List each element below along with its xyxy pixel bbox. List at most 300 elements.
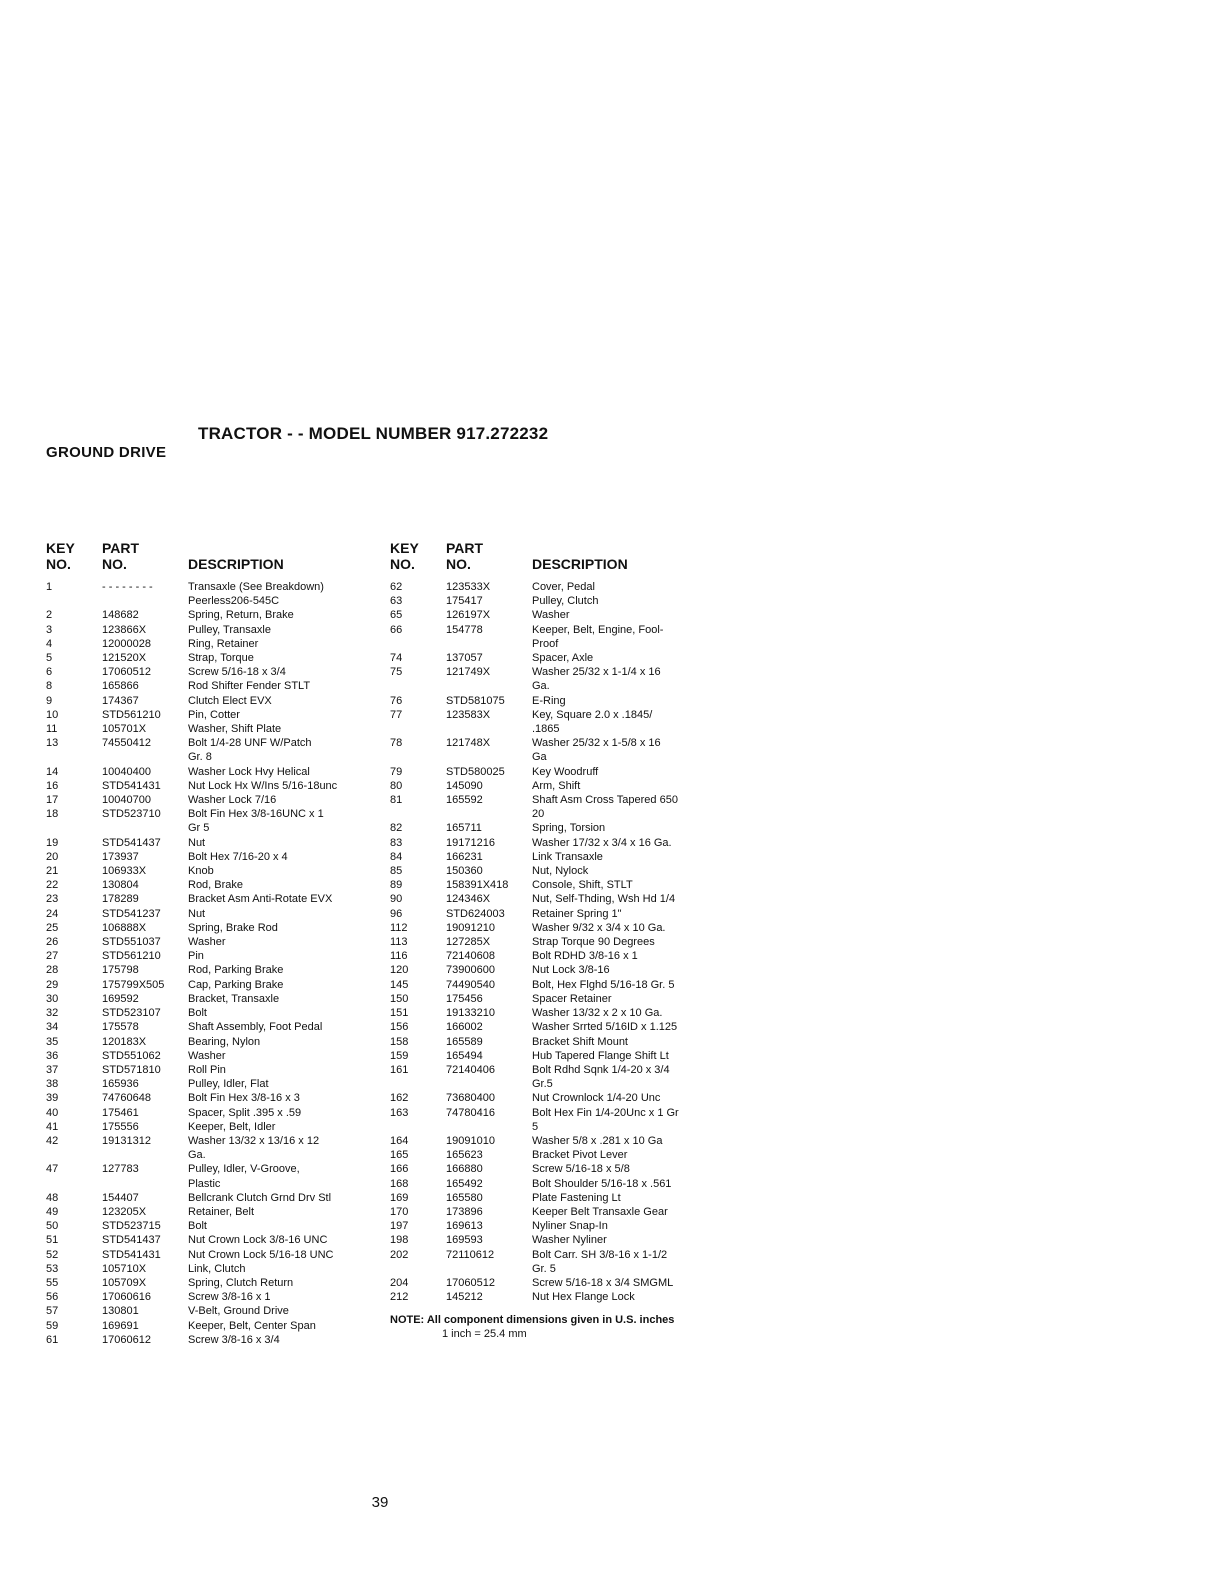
- part-number: 74780416: [446, 1106, 495, 1119]
- part-description: Spring, Clutch Return: [188, 1276, 294, 1289]
- key-number: 40: [46, 1106, 59, 1119]
- part-description: Bracket Shift Mount: [532, 1035, 628, 1048]
- table-row: [46, 1290, 386, 1304]
- table-row: [46, 1262, 386, 1276]
- part-description: Bearing, Nylon: [188, 1035, 261, 1048]
- part-number: 19171216: [446, 836, 495, 849]
- part-description: Bracket Asm Anti-Rotate EVX: [188, 893, 333, 906]
- part-number: 121749X: [446, 666, 491, 679]
- key-number: 166: [390, 1163, 409, 1176]
- part-description: Key, Square 2.0 x .1845/ .1865: [532, 708, 653, 736]
- table-header: [390, 540, 720, 580]
- parts-list: [46, 580, 386, 1347]
- key-number: 16: [46, 779, 59, 792]
- part-description: Screw 5/16-18 x 5/8: [532, 1163, 630, 1176]
- part-number: 12000028: [102, 637, 151, 650]
- key-number: 163: [390, 1106, 409, 1119]
- part-description: Bellcrank Clutch Grnd Drv Stl: [188, 1191, 332, 1204]
- parts-list: [390, 580, 720, 1304]
- key-number: 25: [46, 921, 59, 934]
- part-number: 74550412: [102, 737, 151, 750]
- key-number: 27: [46, 950, 59, 963]
- key-number: 212: [390, 1291, 409, 1304]
- part-number: STD551037: [102, 936, 161, 949]
- part-number: 74490540: [446, 978, 495, 991]
- table-row: [390, 1248, 720, 1276]
- part-description: Strap, Torque: [188, 652, 254, 665]
- part-description: Hub Tapered Flange Shift Lt: [532, 1049, 669, 1062]
- part-description: Spring, Torsion: [532, 822, 606, 835]
- table-row: [390, 992, 720, 1006]
- key-number: 26: [46, 936, 59, 949]
- table-row: [390, 935, 720, 949]
- part-description: Washer: [188, 1049, 226, 1062]
- key-number: 21: [46, 865, 59, 878]
- key-number: 4: [46, 637, 53, 650]
- key-number: 6: [46, 666, 53, 679]
- key-number: 50: [46, 1220, 59, 1233]
- part-description: Pulley, Idler, V-Groove, Plastic: [188, 1163, 300, 1190]
- part-number: 123533X: [446, 581, 491, 593]
- table-row: [46, 1020, 386, 1034]
- part-number: 17060616: [102, 1291, 151, 1304]
- part-number: 17060512: [102, 666, 151, 679]
- part-description: Link, Clutch: [188, 1262, 246, 1275]
- part-description: Nut Crown Lock 3/8-16 UNC: [188, 1234, 328, 1247]
- part-description: Rod, Parking Brake: [188, 964, 284, 977]
- part-description: Nut: [188, 907, 206, 920]
- key-number: 49: [46, 1205, 59, 1218]
- part-header-line1: PART: [446, 540, 484, 556]
- table-row: [46, 1248, 386, 1262]
- part-number: STD561210: [102, 950, 161, 963]
- part-description: Rod Shifter Fender STLT: [188, 680, 311, 693]
- part-description: Roll Pin: [188, 1063, 226, 1076]
- table-row: [46, 935, 386, 949]
- part-number: 126197X: [446, 609, 491, 622]
- part-header-line1: PART: [102, 540, 140, 556]
- key-number: 61: [46, 1333, 59, 1346]
- key-number: 79: [390, 765, 403, 778]
- part-number: 150360: [446, 865, 483, 878]
- table-row: [46, 1077, 386, 1091]
- part-number: 73680400: [446, 1092, 495, 1105]
- part-description: Link Transaxle: [532, 850, 603, 863]
- part-number: 127783: [102, 1163, 139, 1176]
- part-description: Pin: [188, 950, 204, 963]
- key-number: 169: [390, 1191, 409, 1204]
- key-number: 156: [390, 1021, 409, 1034]
- part-number: 158391X418: [446, 879, 509, 892]
- part-number: 166002: [446, 1021, 483, 1034]
- part-number: STD561210: [102, 708, 161, 721]
- dimension-note: [390, 1313, 674, 1341]
- table-row: [46, 580, 386, 608]
- table-row: [46, 736, 386, 764]
- part-description: Clutch Elect EVX: [188, 694, 272, 707]
- table-row: [390, 1148, 720, 1162]
- table-row: [46, 637, 386, 651]
- key-number: 18: [46, 808, 59, 821]
- key-number: 34: [46, 1021, 59, 1034]
- table-row: [390, 949, 720, 963]
- key-number: 89: [390, 879, 403, 892]
- key-number: 162: [390, 1092, 409, 1105]
- part-number: - - - - - - - -: [102, 581, 153, 593]
- part-number: 166231: [446, 850, 483, 863]
- part-number: STD541437: [102, 1234, 161, 1247]
- part-description: Plate Fastening Lt: [532, 1191, 621, 1204]
- part-number: 174367: [102, 694, 139, 707]
- part-description: Shaft Asm Cross Tapered 650 20: [532, 794, 678, 821]
- key-number: 3: [46, 623, 53, 636]
- table-row: [46, 1191, 386, 1205]
- table-row: [46, 1106, 386, 1120]
- part-description: Keeper, Belt, Idler: [188, 1120, 276, 1133]
- part-number: 165580: [446, 1191, 483, 1204]
- key-number: 170: [390, 1205, 409, 1218]
- part-description: E-Ring: [532, 694, 566, 707]
- part-number: STD571810: [102, 1063, 161, 1076]
- key-number: 38: [46, 1078, 59, 1091]
- part-number: 173937: [102, 850, 139, 863]
- key-number: 165: [390, 1149, 409, 1162]
- part-description: Washer, Shift Plate: [188, 723, 282, 736]
- key-number: 145: [390, 978, 409, 991]
- part-number: 121520X: [102, 652, 147, 665]
- table-row: [390, 836, 720, 850]
- part-description: Bolt Hex 7/16-20 x 4: [188, 850, 288, 863]
- part-number: STD581075: [446, 694, 505, 707]
- table-row: [390, 1134, 720, 1148]
- part-description: Washer Lock Hvy Helical: [188, 765, 310, 778]
- part-description: Washer 5/8 x .281 x 10 Ga: [532, 1134, 663, 1147]
- key-number: 57: [46, 1305, 59, 1318]
- key-number: 39: [46, 1092, 59, 1105]
- part-number: 130804: [102, 879, 139, 892]
- part-number: 169691: [102, 1319, 139, 1332]
- part-number: STD523710: [102, 808, 161, 821]
- table-row: [46, 793, 386, 807]
- table-row: [46, 1035, 386, 1049]
- part-description: Washer 25/32 x 1-1/4 x 16 Ga.: [532, 666, 661, 693]
- key-number: 74: [390, 652, 403, 665]
- key-number: 82: [390, 822, 403, 835]
- part-description: Spacer, Axle: [532, 652, 594, 665]
- part-description: Spacer Retainer: [532, 992, 612, 1005]
- part-number: STD523715: [102, 1220, 161, 1233]
- part-number: STD624003: [446, 907, 505, 920]
- key-number: 161: [390, 1063, 409, 1076]
- key-number: 90: [390, 893, 403, 906]
- part-number: 121748X: [446, 737, 491, 750]
- part-description: Bolt Carr. SH 3/8-16 x 1-1/2 Gr. 5: [532, 1248, 668, 1275]
- key-number: 13: [46, 737, 59, 750]
- part-description: Screw 3/8-16 x 3/4: [188, 1333, 280, 1346]
- table-row: [390, 1205, 720, 1219]
- table-row: [390, 892, 720, 906]
- part-number: 10040700: [102, 794, 151, 807]
- part-description: Washer Srrted 5/16ID x 1.125: [532, 1021, 678, 1034]
- table-row: [390, 1049, 720, 1063]
- part-description: Cover, Pedal: [532, 581, 595, 593]
- part-number: 17060612: [102, 1333, 151, 1346]
- part-description: Washer Nyliner: [532, 1234, 607, 1247]
- table-row: [46, 1063, 386, 1077]
- part-description: Retainer, Belt: [188, 1205, 255, 1218]
- part-description: Bolt 1/4-28 UNF W/Patch Gr. 8: [188, 737, 312, 764]
- part-description: Bolt Hex Fin 1/4-20Unc x 1 Gr 5: [532, 1106, 679, 1133]
- part-description: Bolt: [188, 1007, 207, 1020]
- part-number: 154778: [446, 623, 483, 636]
- table-row: [390, 793, 720, 821]
- part-description: Keeper, Belt, Center Span: [188, 1319, 316, 1332]
- table-row: [46, 722, 386, 736]
- table-row: [390, 821, 720, 835]
- table-row: [390, 651, 720, 665]
- table-row: [390, 1020, 720, 1034]
- part-description: Screw 5/16-18 x 3/4: [188, 666, 286, 679]
- table-row: [390, 850, 720, 864]
- table-row: [390, 1191, 720, 1205]
- table-row: [46, 1333, 386, 1347]
- table-row: [390, 580, 720, 594]
- key-number: 51: [46, 1234, 59, 1247]
- part-number: 175578: [102, 1021, 139, 1034]
- description-header: DESCRIPTION: [532, 556, 628, 572]
- table-row: [390, 708, 720, 736]
- part-number: 165936: [102, 1078, 139, 1091]
- part-description: Screw 3/8-16 x 1: [188, 1291, 271, 1304]
- key-number: 35: [46, 1035, 59, 1048]
- table-row: [390, 1162, 720, 1176]
- part-number: 166880: [446, 1163, 483, 1176]
- key-number: 76: [390, 694, 403, 707]
- part-number: 123583X: [446, 708, 491, 721]
- table-row: [390, 765, 720, 779]
- part-number: 106933X: [102, 865, 147, 878]
- part-description: Console, Shift, STLT: [532, 879, 633, 892]
- table-row: [390, 878, 720, 892]
- part-description: Bolt RDHD 3/8-16 x 1: [532, 950, 638, 963]
- table-row: [46, 921, 386, 935]
- key-number: 84: [390, 850, 403, 863]
- table-row: [46, 765, 386, 779]
- part-number: 154407: [102, 1191, 139, 1204]
- table-row: [46, 665, 386, 679]
- part-description: Spring, Brake Rod: [188, 921, 278, 934]
- key-number: 47: [46, 1163, 59, 1176]
- key-number: 78: [390, 737, 403, 750]
- part-number: 165492: [446, 1177, 483, 1190]
- table-row: [46, 963, 386, 977]
- key-number: 75: [390, 666, 403, 679]
- table-row: [46, 608, 386, 622]
- table-row: [390, 779, 720, 793]
- part-number: STD523107: [102, 1007, 161, 1020]
- part-number: 165494: [446, 1049, 483, 1062]
- part-number: 175556: [102, 1120, 139, 1133]
- table-row: [46, 1319, 386, 1333]
- key-number: 83: [390, 836, 403, 849]
- part-number: 173896: [446, 1205, 483, 1218]
- table-row: [46, 907, 386, 921]
- parts-table-right: [390, 540, 720, 1304]
- part-description: Nut Crown Lock 5/16-18 UNC: [188, 1248, 334, 1261]
- key-number: 62: [390, 581, 403, 593]
- part-description: Pulley, Idler, Flat: [188, 1078, 269, 1091]
- key-number: 85: [390, 865, 403, 878]
- key-number: 19: [46, 836, 59, 849]
- note-line: NOTE: All component dimensions given in U.S. inches: [390, 1314, 675, 1326]
- part-header-line2: NO.: [446, 556, 471, 572]
- part-number: 165623: [446, 1149, 483, 1162]
- key-number: 28: [46, 964, 59, 977]
- table-row: [390, 907, 720, 921]
- table-row: [46, 864, 386, 878]
- part-number: 123866X: [102, 623, 147, 636]
- part-number: 148682: [102, 609, 139, 622]
- part-number: 19091210: [446, 921, 495, 934]
- key-number: 1: [46, 581, 53, 593]
- key-header-line2: NO.: [46, 556, 71, 572]
- table-row: [46, 1276, 386, 1290]
- key-number: 96: [390, 907, 403, 920]
- table-row: [46, 949, 386, 963]
- key-header-line2: NO.: [390, 556, 415, 572]
- part-description: Cap, Parking Brake: [188, 978, 284, 991]
- key-number: 8: [46, 680, 53, 693]
- part-number: STD551062: [102, 1049, 161, 1062]
- part-number: 169613: [446, 1220, 483, 1233]
- part-number: 169593: [446, 1234, 483, 1247]
- part-description: Washer: [532, 609, 570, 622]
- table-row: [390, 1219, 720, 1233]
- part-description: Knob: [188, 865, 214, 878]
- part-description: Retainer Spring 1": [532, 907, 622, 920]
- part-description: Bolt Fin Hex 3/8-16 x 3: [188, 1092, 300, 1105]
- part-number: 130801: [102, 1305, 139, 1318]
- part-description: Nut: [188, 836, 206, 849]
- part-number: 74760648: [102, 1092, 151, 1105]
- part-description: Washer 25/32 x 1-5/8 x 16 Ga: [532, 737, 661, 764]
- part-number: 127285X: [446, 936, 491, 949]
- part-description: Transaxle (See Breakdown) Peerless206-545C: [188, 581, 324, 608]
- table-row: [46, 1091, 386, 1105]
- part-description: Bracket Pivot Lever: [532, 1149, 628, 1162]
- table-row: [390, 623, 720, 651]
- parts-table-left: [46, 540, 386, 1347]
- key-number: 10: [46, 708, 59, 721]
- table-row: [46, 1304, 386, 1318]
- part-description: Washer Lock 7/16: [188, 794, 277, 807]
- key-number: 150: [390, 992, 409, 1005]
- part-number: STD541431: [102, 779, 161, 792]
- key-number: 120: [390, 964, 409, 977]
- key-number: 80: [390, 779, 403, 792]
- key-number: 53: [46, 1262, 59, 1275]
- part-number: 72110612: [446, 1248, 495, 1261]
- table-row: [46, 807, 386, 835]
- part-description: Nyliner Snap-In: [532, 1220, 608, 1233]
- part-number: 19131312: [102, 1134, 151, 1147]
- part-number: 165592: [446, 794, 483, 807]
- part-description: Washer 13/32 x 2 x 10 Ga.: [532, 1007, 663, 1020]
- part-number: 145212: [446, 1291, 483, 1304]
- table-row: [390, 736, 720, 764]
- part-description: Washer 9/32 x 3/4 x 10 Ga.: [532, 921, 666, 934]
- table-header: [46, 540, 386, 580]
- table-row: [390, 1035, 720, 1049]
- part-description: Shaft Assembly, Foot Pedal: [188, 1021, 323, 1034]
- key-number: 52: [46, 1248, 59, 1261]
- key-number: 77: [390, 708, 403, 721]
- part-description: Nut Lock 3/8-16: [532, 964, 610, 977]
- part-description: Arm, Shift: [532, 779, 581, 792]
- key-number: 9: [46, 694, 53, 707]
- part-description: Rod, Brake: [188, 879, 244, 892]
- table-row: [390, 921, 720, 935]
- part-description: Nut Crownlock 1/4-20 Unc: [532, 1092, 661, 1105]
- key-number: 112: [390, 921, 408, 934]
- part-number: 124346X: [446, 893, 491, 906]
- part-number: 17060512: [446, 1276, 495, 1289]
- part-number: 165711: [446, 822, 482, 835]
- key-header-line1: KEY: [390, 540, 419, 556]
- part-description: Nut, Nylock: [532, 865, 589, 878]
- table-row: [46, 623, 386, 637]
- part-number: STD541437: [102, 836, 161, 849]
- table-row: [390, 864, 720, 878]
- table-row: [46, 978, 386, 992]
- part-number: 105709X: [102, 1276, 147, 1289]
- table-row: [390, 978, 720, 992]
- part-description: Pulley, Clutch: [532, 595, 599, 608]
- table-row: [46, 878, 386, 892]
- part-description: Key Woodruff: [532, 765, 599, 778]
- section-title: GROUND DRIVE: [46, 444, 167, 461]
- part-description: Nut Lock Hx W/Ins 5/16-18unc: [188, 779, 338, 792]
- key-number: 63: [390, 595, 403, 608]
- key-number: 48: [46, 1191, 59, 1204]
- table-row: [390, 963, 720, 977]
- table-row: [390, 1290, 720, 1304]
- table-row: [390, 1276, 720, 1290]
- part-description: Spacer, Split .395 x .59: [188, 1106, 302, 1119]
- part-description: Screw 5/16-18 x 3/4 SMGML: [532, 1276, 674, 1289]
- key-number: 36: [46, 1049, 59, 1062]
- part-number: 137057: [446, 652, 483, 665]
- part-description: Bolt, Hex Flghd 5/16-18 Gr. 5: [532, 978, 675, 991]
- part-description: Keeper Belt Transaxle Gear: [532, 1205, 668, 1218]
- part-description: Nut Hex Flange Lock: [532, 1291, 635, 1304]
- table-row: [390, 1106, 720, 1134]
- part-description: Bracket, Transaxle: [188, 992, 280, 1005]
- part-number: 106888X: [102, 921, 147, 934]
- part-description: Bolt Fin Hex 3/8-16UNC x 1 Gr 5: [188, 808, 324, 835]
- table-row: [390, 594, 720, 608]
- key-number: 22: [46, 879, 59, 892]
- part-number: 19091010: [446, 1134, 495, 1147]
- part-description: V-Belt, Ground Drive: [188, 1305, 289, 1318]
- part-number: 73900600: [446, 964, 495, 977]
- table-row: [390, 694, 720, 708]
- table-row: [46, 1049, 386, 1063]
- key-number: 56: [46, 1291, 59, 1304]
- key-number: 37: [46, 1063, 59, 1076]
- key-number: 168: [390, 1177, 409, 1190]
- key-number: 197: [390, 1220, 409, 1233]
